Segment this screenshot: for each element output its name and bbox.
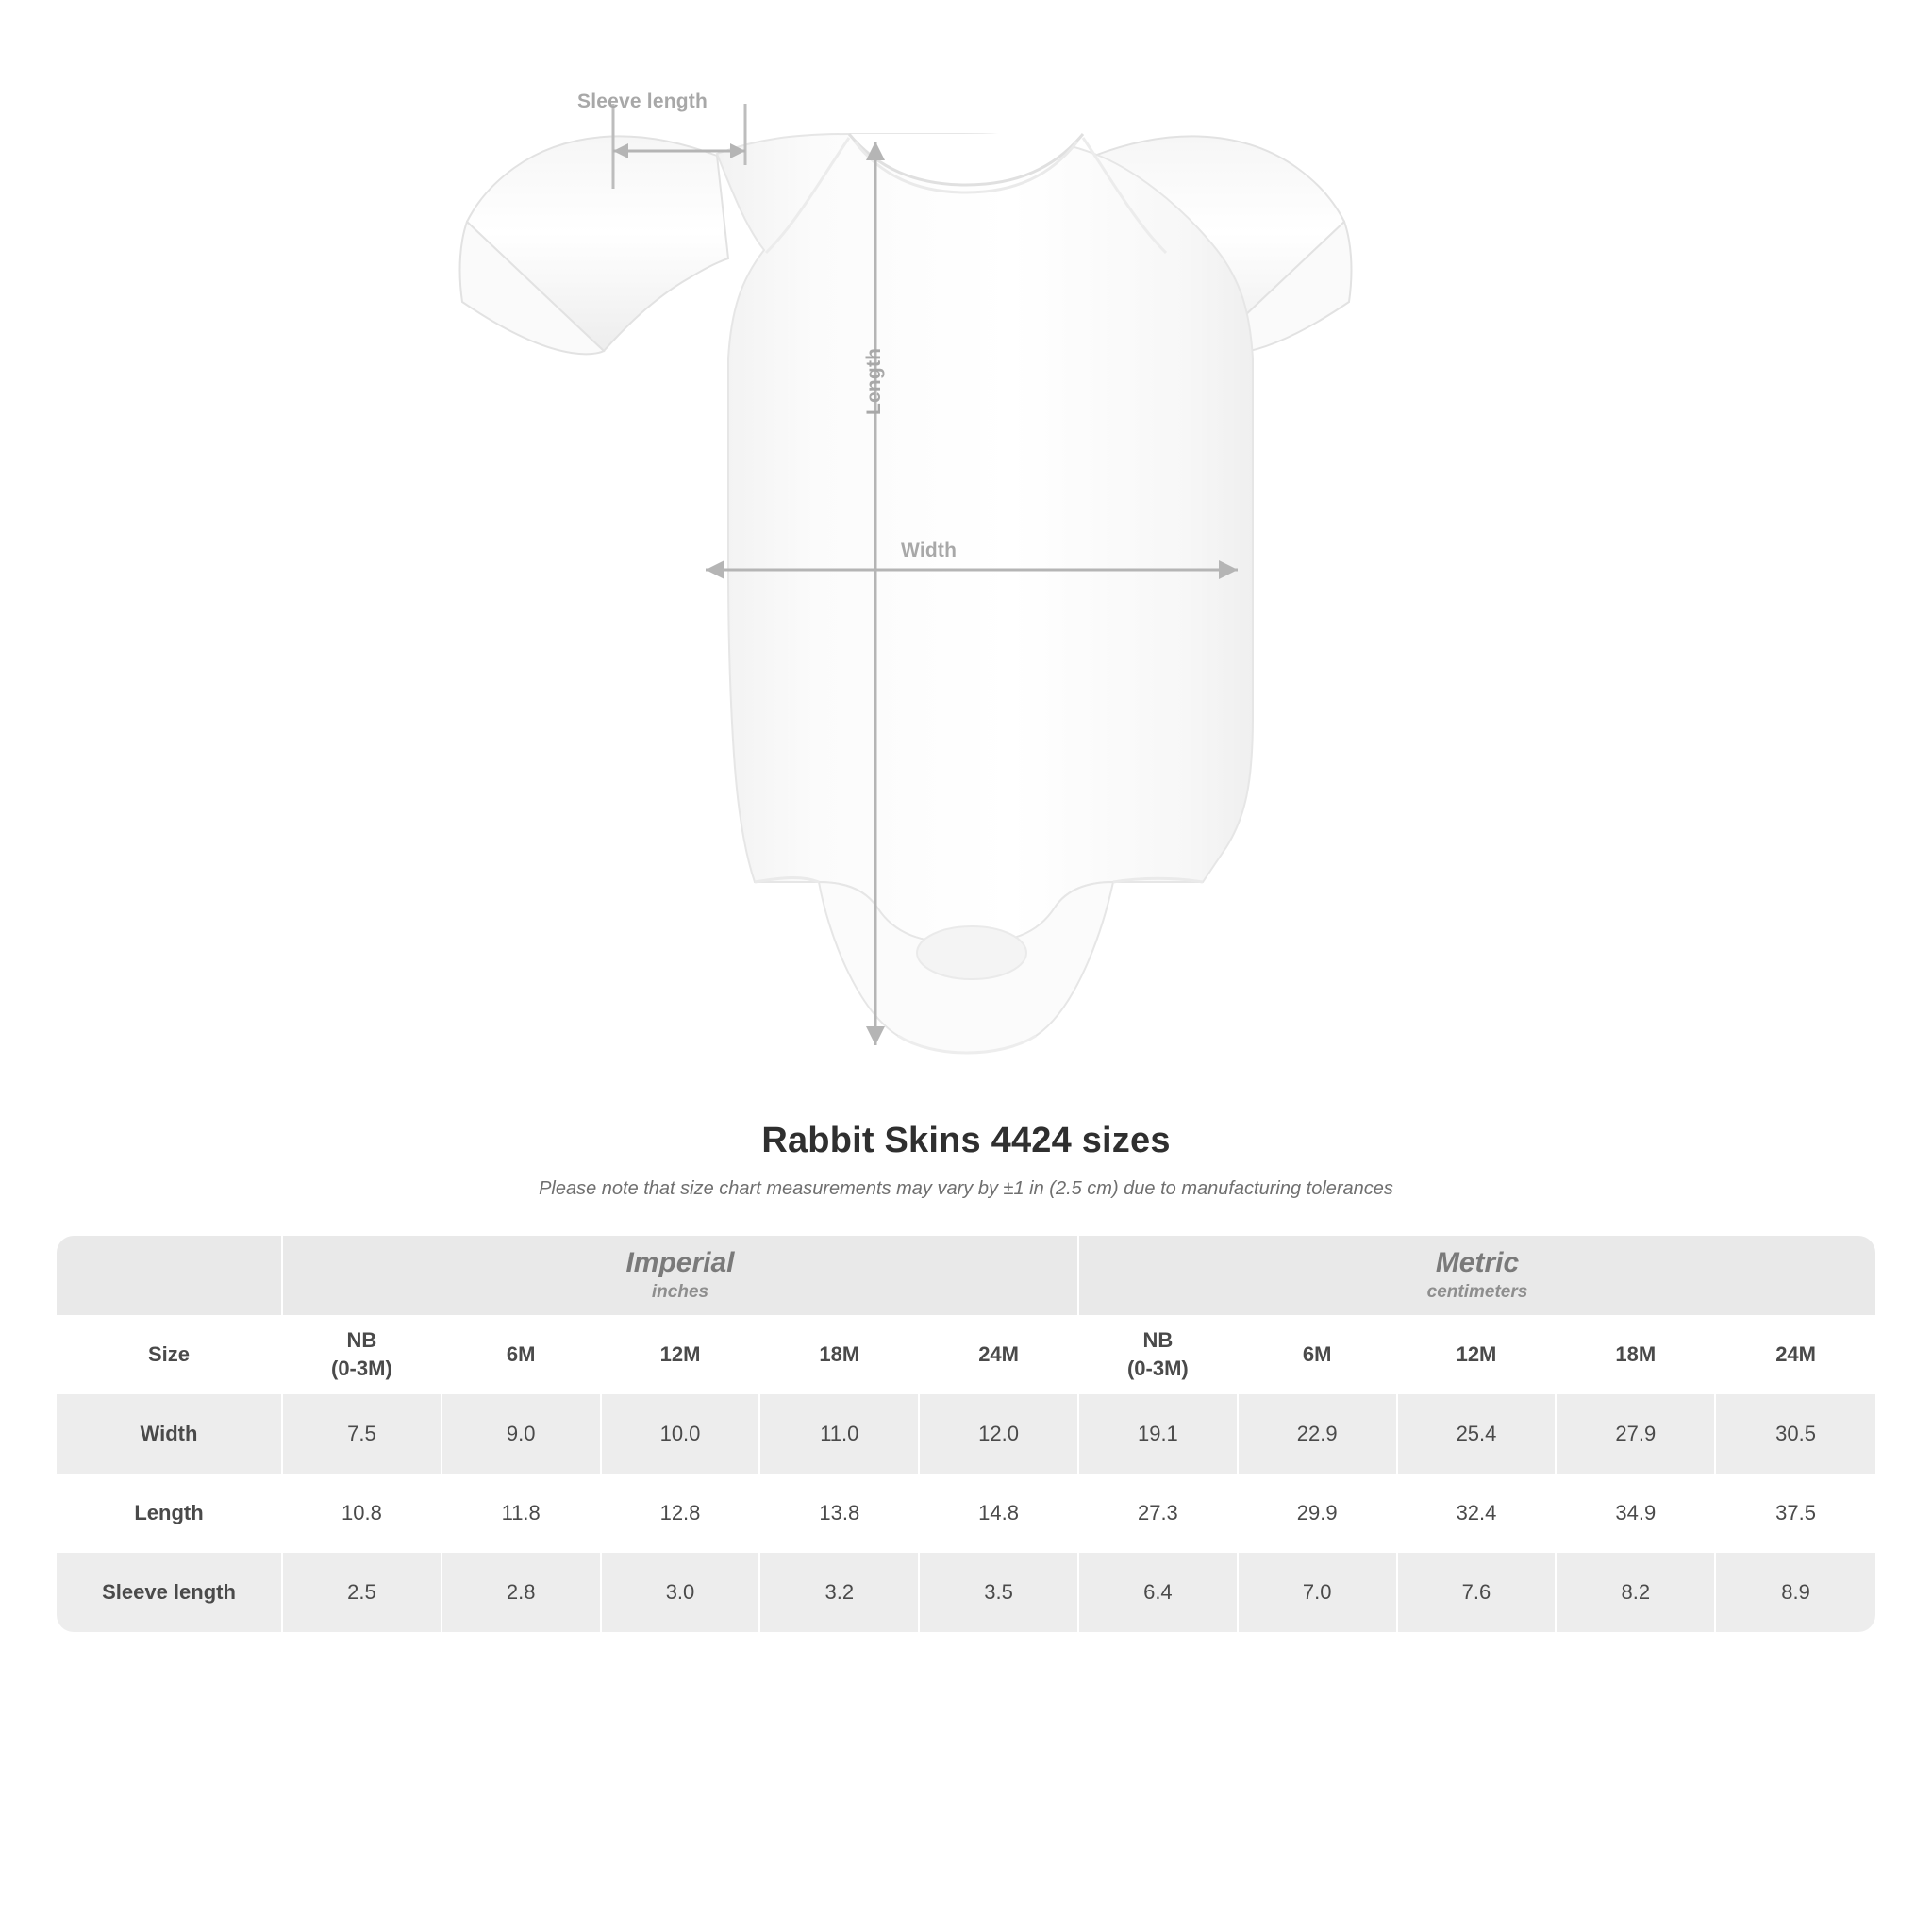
unit-blank-cell [57, 1236, 283, 1315]
cell-width-nb-cm: 19.1 [1079, 1394, 1239, 1474]
column-header-main: NB [346, 1328, 377, 1353]
row-label-sleeve-length: Sleeve length [57, 1553, 283, 1632]
unit-group-metric-name: Metric [1435, 1246, 1520, 1278]
cell-sleeve-nb-in: 2.5 [283, 1553, 442, 1632]
column-header-nb-metric [1079, 1315, 1239, 1394]
column-header-12m-imperial: 12M [602, 1315, 761, 1394]
cell-width-6m-in: 9.0 [442, 1394, 602, 1474]
cell-length-nb-cm: 27.3 [1079, 1474, 1239, 1553]
length-arrow-bottom [866, 1026, 885, 1045]
row-header-label: Size [57, 1315, 283, 1394]
cell-length-24m-cm: 37.5 [1716, 1474, 1875, 1553]
column-header-18m-metric: 18M [1557, 1315, 1716, 1394]
cell-width-24m-cm: 30.5 [1716, 1394, 1875, 1474]
cell-length-nb-in: 10.8 [283, 1474, 442, 1553]
cell-length-18m-in: 13.8 [760, 1474, 920, 1553]
cell-sleeve-24m-cm: 8.9 [1716, 1553, 1875, 1632]
unit-group-metric-unit: centimeters [1426, 1282, 1528, 1303]
cell-sleeve-6m-in: 2.8 [442, 1553, 602, 1632]
size-header-row [57, 1315, 1875, 1394]
column-header-24m-metric: 24M [1716, 1315, 1875, 1394]
column-header-sub: (0-3M) [331, 1357, 392, 1380]
cell-sleeve-24m-in: 3.5 [920, 1553, 1079, 1632]
table-row [57, 1394, 1875, 1474]
cell-width-24m-in: 12.0 [920, 1394, 1079, 1474]
unit-group-imperial-name: Imperial [625, 1246, 735, 1278]
cell-length-18m-cm: 34.9 [1557, 1474, 1716, 1553]
cell-length-6m-cm: 29.9 [1239, 1474, 1398, 1553]
unit-group-imperial-unit: inches [651, 1282, 709, 1303]
cell-sleeve-nb-cm: 6.4 [1079, 1553, 1239, 1632]
cell-sleeve-12m-in: 3.0 [602, 1553, 761, 1632]
column-header-18m-imperial: 18M [760, 1315, 920, 1394]
column-header-6m-imperial: 6M [442, 1315, 602, 1394]
table-row [57, 1474, 1875, 1553]
snap-panel [917, 926, 1026, 979]
size-table [57, 1236, 1875, 1632]
column-header-6m-metric: 6M [1239, 1315, 1398, 1394]
cell-length-12m-cm: 32.4 [1398, 1474, 1557, 1553]
unit-group-imperial [283, 1236, 1079, 1315]
unit-group-metric [1079, 1236, 1875, 1315]
cell-length-6m-in: 11.8 [442, 1474, 602, 1553]
page-subtitle: Please note that size chart measurements may vary by ±1 in (2.5 cm) due to manufacturing tolerances [539, 1178, 1393, 1199]
cell-length-24m-in: 14.8 [920, 1474, 1079, 1553]
width-arrow-left [706, 560, 724, 579]
cell-width-12m-in: 10.0 [602, 1394, 761, 1474]
length-label: Length [863, 347, 885, 415]
page-title: Rabbit Skins 4424 sizes [761, 1121, 1171, 1160]
size-table-wrap [57, 1236, 1875, 1632]
cell-sleeve-6m-cm: 7.0 [1239, 1553, 1398, 1632]
cell-width-18m-in: 11.0 [760, 1394, 920, 1474]
column-header-12m-metric: 12M [1398, 1315, 1557, 1394]
unit-header-row [57, 1236, 1875, 1315]
sleeve-length-label: Sleeve length [577, 91, 708, 112]
width-label: Width [901, 540, 958, 561]
cell-sleeve-18m-in: 3.2 [760, 1553, 920, 1632]
row-label-width: Width [57, 1394, 283, 1474]
cell-length-12m-in: 12.8 [602, 1474, 761, 1553]
title-block [0, 1121, 1932, 1200]
row-label-length: Length [57, 1474, 283, 1553]
cell-sleeve-12m-cm: 7.6 [1398, 1553, 1557, 1632]
cell-width-nb-in: 7.5 [283, 1394, 442, 1474]
cell-width-18m-cm: 27.9 [1557, 1394, 1716, 1474]
column-header-nb-imperial [283, 1315, 442, 1394]
column-header-24m-imperial: 24M [920, 1315, 1079, 1394]
cell-width-12m-cm: 25.4 [1398, 1394, 1557, 1474]
table-row [57, 1553, 1875, 1632]
column-header-main: NB [1142, 1328, 1174, 1353]
cell-width-6m-cm: 22.9 [1239, 1394, 1398, 1474]
bodysuit-body [717, 134, 1253, 943]
cell-sleeve-18m-cm: 8.2 [1557, 1553, 1716, 1632]
column-header-sub: (0-3M) [1126, 1357, 1189, 1380]
